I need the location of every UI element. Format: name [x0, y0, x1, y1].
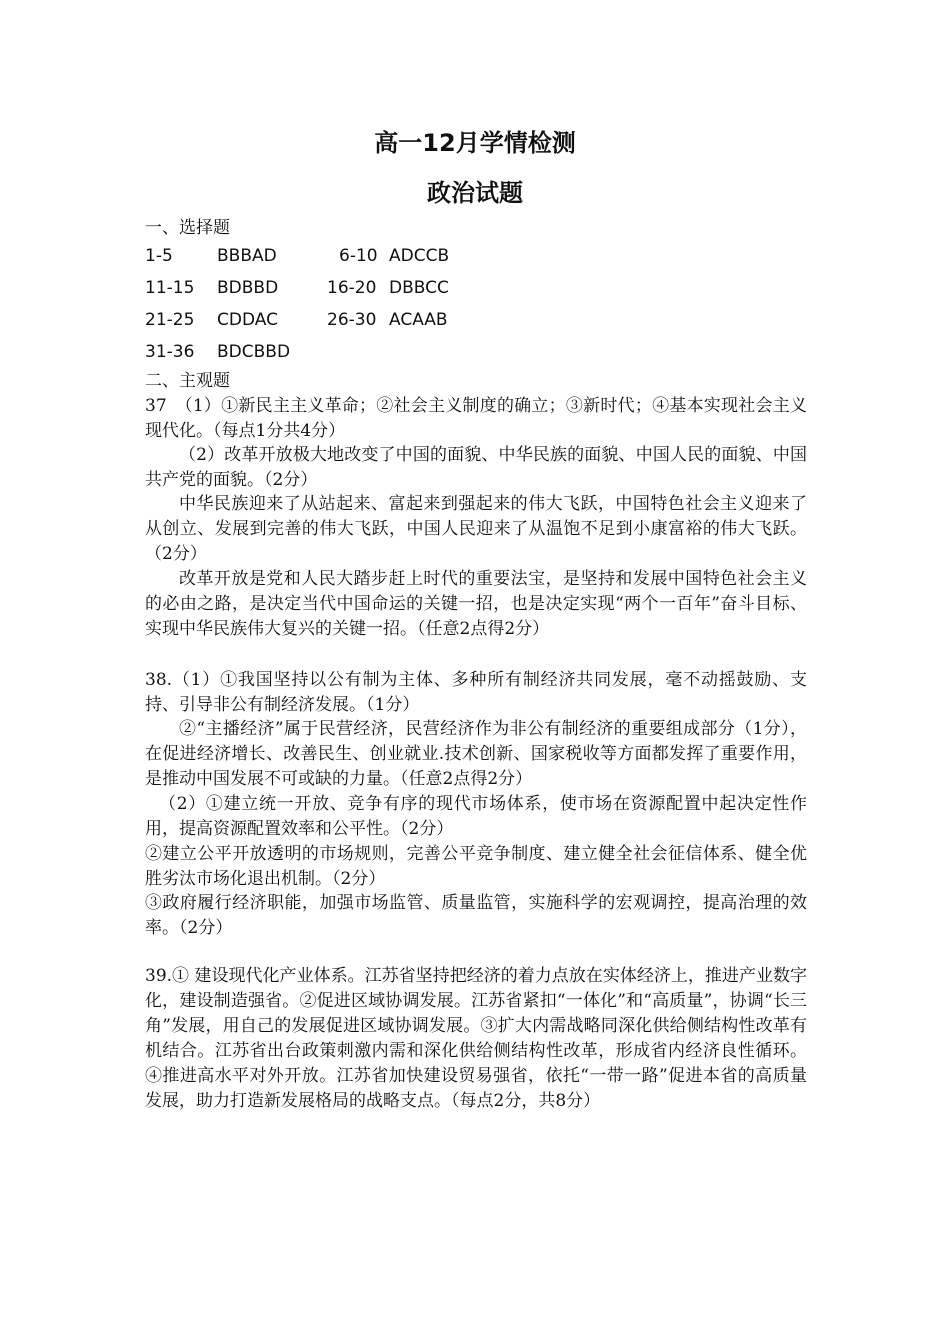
q38-point-c: ③政府履行经济职能，加强市场监管、质量监管，实施科学的宏观调控，提高治理的效率。（2分）: [145, 893, 807, 938]
q37-part2: （2）改革开放极大地改变了中国的面貌、中华民族的面貌、中国人民的面貌、中国共产党的面貌。（2分）: [145, 445, 807, 490]
answer-key: ADCCB: [389, 246, 450, 266]
range-label: 1-5: [145, 246, 173, 266]
answer-key: BDCBBD: [217, 342, 291, 362]
answer-key: ACAAB: [389, 310, 448, 330]
answer-key: CDDAC: [217, 310, 278, 330]
range-label: 31-36: [145, 342, 195, 362]
section-subjective-heading: 二、主观题: [145, 371, 230, 391]
section-choice-heading: 一、选择题: [145, 218, 230, 238]
q38-point-2: ②“主播经济”属于民营经济，民营经济作为非公有制经济的重要组成部分（1分），在促进经济增长、改善民生、创业就业.技术创新、国家税收等方面都发挥了重要作用，是推动中国发展不可或缺的力量。（任意2点得2分）: [145, 719, 807, 789]
page-subtitle: 政治试题: [427, 179, 523, 207]
answer-row: [145, 276, 449, 300]
answer-key: DBBCC: [389, 278, 449, 298]
answer-row: [145, 308, 448, 332]
q37-point-a: 中华民族迎来了从站起来、富起来到强起来的伟大飞跃，中国特色社会主义迎来了从创立、发展到完善的伟大飞跃，中国人民迎来了从温饱不足到小康富裕的伟大飞跃。（2分）: [145, 494, 807, 564]
q38-part2: （2）①建立统一开放、竞争有序的现代市场体系，使市场在资源配置中起决定性作用，提高资源配置效率和公平性。（2分）: [145, 794, 807, 839]
range-label: 21-25: [145, 310, 195, 330]
range-label: 16-20: [327, 278, 377, 298]
answer-key: BBBAD: [217, 246, 277, 266]
q38-part1: 38.（1）①我国坚持以公有制为主体、多种所有制经济共同发展，毫不动摇鼓励、支持、引导非公有制经济发展。（1分）: [145, 670, 807, 715]
q37-point-b: 改革开放是党和人民大踏步赶上时代的重要法宝，是坚持和发展中国特色社会主义的必由之路，是决定当代中国命运的关键一招，也是决定实现“两个一百年”奋斗目标、实现中华民族伟大复兴的关键一招。（任意2点得2分）: [145, 569, 807, 639]
range-label: 6-10: [339, 246, 378, 266]
answer-row: [145, 340, 327, 364]
q38-point-b: ②建立公平开放透明的市场规则，完善公平竞争制度、建立健全社会征信体系、健全优胜劣汰市场化退出机制。（2分）: [145, 844, 807, 889]
range-label: 26-30: [327, 310, 377, 330]
answer-key: BDBBD: [217, 278, 279, 298]
answer-row: [145, 244, 449, 268]
page-title: 高一12月学情检测: [374, 129, 576, 157]
q37-part1: 37 （1）①新民主主义革命；②社会主义制度的确立；③新时代；④基本实现社会主义现代化。（每点1分共4分）: [145, 396, 807, 441]
q39-answer: 39.① 建设现代化产业体系。江苏省坚持把经济的着力点放在实体经济上，推进产业数字化，建设制造强省。②促进区域协调发展。江苏省紧扣“一体化”和“高质量”，协调“长三角”发展，用自己的发展促进区域协调发展。③扩大内需战略同深化供给侧结构性改革有机结合。江苏省出台政策刺激内需和深化供给侧结构性改革，形成省内经济良性循环。④推进高水平对外开放。江苏省加快建设贸易强省，依托“一带一路”促进本省的高质量发展，助力打造新发展格局的战略支点。（每点2分，共8分）: [145, 966, 807, 1111]
range-label: 11-15: [145, 278, 195, 298]
